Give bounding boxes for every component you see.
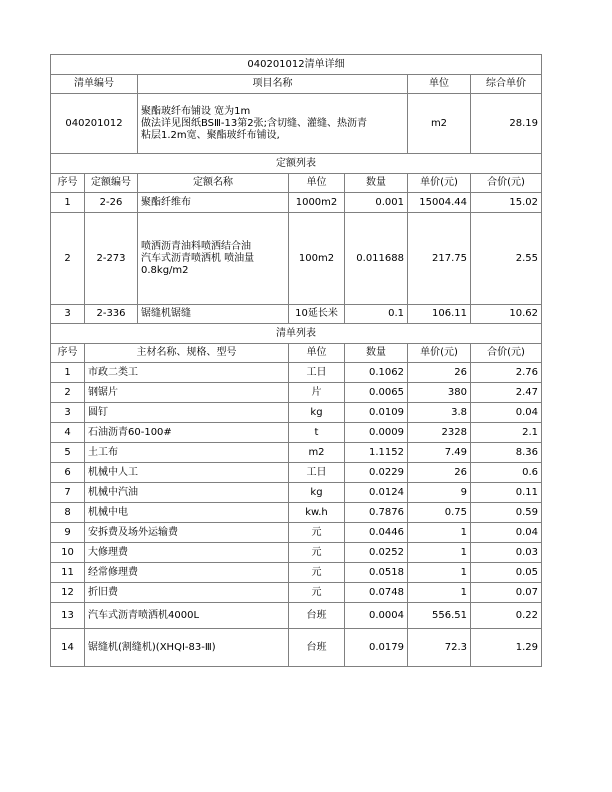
material-price: 26 — [408, 463, 471, 483]
material-row — [51, 603, 542, 629]
quota-qty-header: 数量 — [345, 174, 408, 193]
material-name: 大修理费 — [85, 543, 289, 563]
quota-unit: 10延长米 — [289, 305, 345, 324]
quota-name-header: 定额名称 — [138, 174, 289, 193]
quota-total: 2.55 — [471, 213, 542, 305]
material-name-header: 主材名称、规格、型号 — [85, 344, 289, 363]
material-no: 11 — [51, 563, 85, 583]
material-qty: 0.7876 — [345, 503, 408, 523]
material-qty: 0.0124 — [345, 483, 408, 503]
quota-name-line: 喷洒沥青油料喷洒结合油 — [141, 240, 251, 252]
bill-detail-table — [50, 54, 542, 667]
material-no: 7 — [51, 483, 85, 503]
material-qty: 1.1152 — [345, 443, 408, 463]
bill-name-line: 粘层1.2m宽、聚酯玻纤布铺设, — [141, 129, 280, 141]
material-qty: 0.0109 — [345, 403, 408, 423]
material-no: 14 — [51, 629, 85, 667]
quota-unit-header: 单位 — [289, 174, 345, 193]
material-unit: kg — [289, 483, 345, 503]
material-row — [51, 543, 542, 563]
material-row — [51, 503, 542, 523]
material-unit: 台班 — [289, 629, 345, 667]
bill-code-header: 清单编号 — [51, 75, 138, 94]
material-row — [51, 629, 542, 667]
material-qty: 0.1062 — [345, 363, 408, 383]
quota-section-title: 定额列表 — [51, 154, 542, 174]
material-row — [51, 443, 542, 463]
material-total: 0.11 — [471, 483, 542, 503]
quota-name — [138, 213, 289, 305]
material-total: 2.76 — [471, 363, 542, 383]
bill-price-header: 综合单价 — [471, 75, 542, 94]
material-row — [51, 483, 542, 503]
material-total: 0.6 — [471, 463, 542, 483]
material-row — [51, 403, 542, 423]
material-row — [51, 423, 542, 443]
material-no: 12 — [51, 583, 85, 603]
material-rows — [51, 363, 542, 667]
quota-row — [51, 213, 542, 305]
material-unit: 元 — [289, 543, 345, 563]
material-name: 市政二类工 — [85, 363, 289, 383]
material-name: 土工布 — [85, 443, 289, 463]
material-total: 2.1 — [471, 423, 542, 443]
material-no: 1 — [51, 363, 85, 383]
material-no: 4 — [51, 423, 85, 443]
material-qty: 0.0446 — [345, 523, 408, 543]
quota-name-line: 汽车式沥青喷洒机 喷油量 — [141, 252, 255, 264]
quota-unit: 100m2 — [289, 213, 345, 305]
quota-no: 3 — [51, 305, 85, 324]
material-qty-header: 数量 — [345, 344, 408, 363]
material-no: 2 — [51, 383, 85, 403]
material-row — [51, 383, 542, 403]
material-unit: m2 — [289, 443, 345, 463]
material-total: 0.05 — [471, 563, 542, 583]
material-price: 1 — [408, 523, 471, 543]
quota-no-header: 序号 — [51, 174, 85, 193]
material-price: 26 — [408, 363, 471, 383]
material-row — [51, 563, 542, 583]
material-qty: 0.0009 — [345, 423, 408, 443]
material-no: 13 — [51, 603, 85, 629]
material-name: 机械中电 — [85, 503, 289, 523]
material-no: 3 — [51, 403, 85, 423]
material-unit: kg — [289, 403, 345, 423]
quota-row — [51, 193, 542, 213]
quota-qty: 0.001 — [345, 193, 408, 213]
quota-total: 15.02 — [471, 193, 542, 213]
quota-code: 2-273 — [85, 213, 138, 305]
quota-name-line: 0.8kg/m2 — [141, 264, 189, 276]
material-row — [51, 363, 542, 383]
material-qty: 0.0179 — [345, 629, 408, 667]
quota-price: 106.11 — [408, 305, 471, 324]
material-total: 8.36 — [471, 443, 542, 463]
material-unit-header: 单位 — [289, 344, 345, 363]
table-title: 040201012清单详细 — [51, 55, 542, 75]
material-no: 6 — [51, 463, 85, 483]
material-unit: 元 — [289, 563, 345, 583]
bill-name-line: 聚酯玻纤布铺设 宽为1m — [141, 105, 251, 117]
material-no: 8 — [51, 503, 85, 523]
quota-name: 聚酯纤维布 — [138, 193, 289, 213]
material-price: 7.49 — [408, 443, 471, 463]
quota-no: 2 — [51, 213, 85, 305]
material-qty: 0.0065 — [345, 383, 408, 403]
material-price-header: 单价(元) — [408, 344, 471, 363]
material-name: 机械中人工 — [85, 463, 289, 483]
quota-code: 2-336 — [85, 305, 138, 324]
material-price: 380 — [408, 383, 471, 403]
material-price: 1 — [408, 563, 471, 583]
material-no: 5 — [51, 443, 85, 463]
quota-name: 锯缝机锯缝 — [138, 305, 289, 324]
material-unit: 台班 — [289, 603, 345, 629]
material-price: 9 — [408, 483, 471, 503]
material-name: 经常修理费 — [85, 563, 289, 583]
bill-code: 040201012 — [51, 94, 138, 154]
material-section-title: 清单列表 — [51, 324, 542, 344]
quota-total: 10.62 — [471, 305, 542, 324]
material-name: 钢锯片 — [85, 383, 289, 403]
quota-price: 15004.44 — [408, 193, 471, 213]
material-name: 石油沥青60-100# — [85, 423, 289, 443]
material-qty: 0.0748 — [345, 583, 408, 603]
bill-price: 28.19 — [471, 94, 542, 154]
material-row — [51, 583, 542, 603]
quota-qty: 0.011688 — [345, 213, 408, 305]
quota-unit: 1000m2 — [289, 193, 345, 213]
material-no-header: 序号 — [51, 344, 85, 363]
material-price: 556.51 — [408, 603, 471, 629]
material-unit: kw.h — [289, 503, 345, 523]
material-total: 0.04 — [471, 403, 542, 423]
quota-row — [51, 305, 542, 324]
material-total: 0.03 — [471, 543, 542, 563]
material-name: 汽车式沥青喷洒机4000L — [85, 603, 289, 629]
quota-price-header: 单价(元) — [408, 174, 471, 193]
bill-unit-header: 单位 — [408, 75, 471, 94]
material-price: 0.75 — [408, 503, 471, 523]
bill-unit: m2 — [408, 94, 471, 154]
quota-code: 2-26 — [85, 193, 138, 213]
material-name: 安拆费及场外运输费 — [85, 523, 289, 543]
material-unit: 工日 — [289, 363, 345, 383]
bill-name-line: 做法详见图纸BSⅢ-13第2张;含切缝、灌缝、热沥青 — [141, 117, 367, 129]
material-total: 0.59 — [471, 503, 542, 523]
material-price: 3.8 — [408, 403, 471, 423]
material-price: 72.3 — [408, 629, 471, 667]
quota-qty: 0.1 — [345, 305, 408, 324]
material-price: 1 — [408, 583, 471, 603]
material-unit: t — [289, 423, 345, 443]
material-total: 0.22 — [471, 603, 542, 629]
material-price: 1 — [408, 543, 471, 563]
bill-name-header: 项目名称 — [138, 75, 408, 94]
material-total-header: 合价(元) — [471, 344, 542, 363]
material-qty: 0.0229 — [345, 463, 408, 483]
bill-row — [51, 94, 542, 154]
bill-name — [138, 94, 408, 154]
material-unit: 片 — [289, 383, 345, 403]
material-total: 0.04 — [471, 523, 542, 543]
material-total: 2.47 — [471, 383, 542, 403]
material-total: 1.29 — [471, 629, 542, 667]
material-unit: 元 — [289, 583, 345, 603]
quota-total-header: 合价(元) — [471, 174, 542, 193]
material-row — [51, 463, 542, 483]
material-name: 折旧费 — [85, 583, 289, 603]
material-unit: 元 — [289, 523, 345, 543]
material-name: 锯缝机(割缝机)(XHQI-83-Ⅲ) — [85, 629, 289, 667]
quota-price: 217.75 — [408, 213, 471, 305]
material-name: 圆钉 — [85, 403, 289, 423]
material-row — [51, 523, 542, 543]
quota-code-header: 定额编号 — [85, 174, 138, 193]
material-qty: 0.0252 — [345, 543, 408, 563]
material-qty: 0.0518 — [345, 563, 408, 583]
quota-no: 1 — [51, 193, 85, 213]
material-total: 0.07 — [471, 583, 542, 603]
material-price: 2328 — [408, 423, 471, 443]
material-qty: 0.0004 — [345, 603, 408, 629]
material-no: 9 — [51, 523, 85, 543]
material-no: 10 — [51, 543, 85, 563]
material-unit: 工日 — [289, 463, 345, 483]
material-name: 机械中汽油 — [85, 483, 289, 503]
